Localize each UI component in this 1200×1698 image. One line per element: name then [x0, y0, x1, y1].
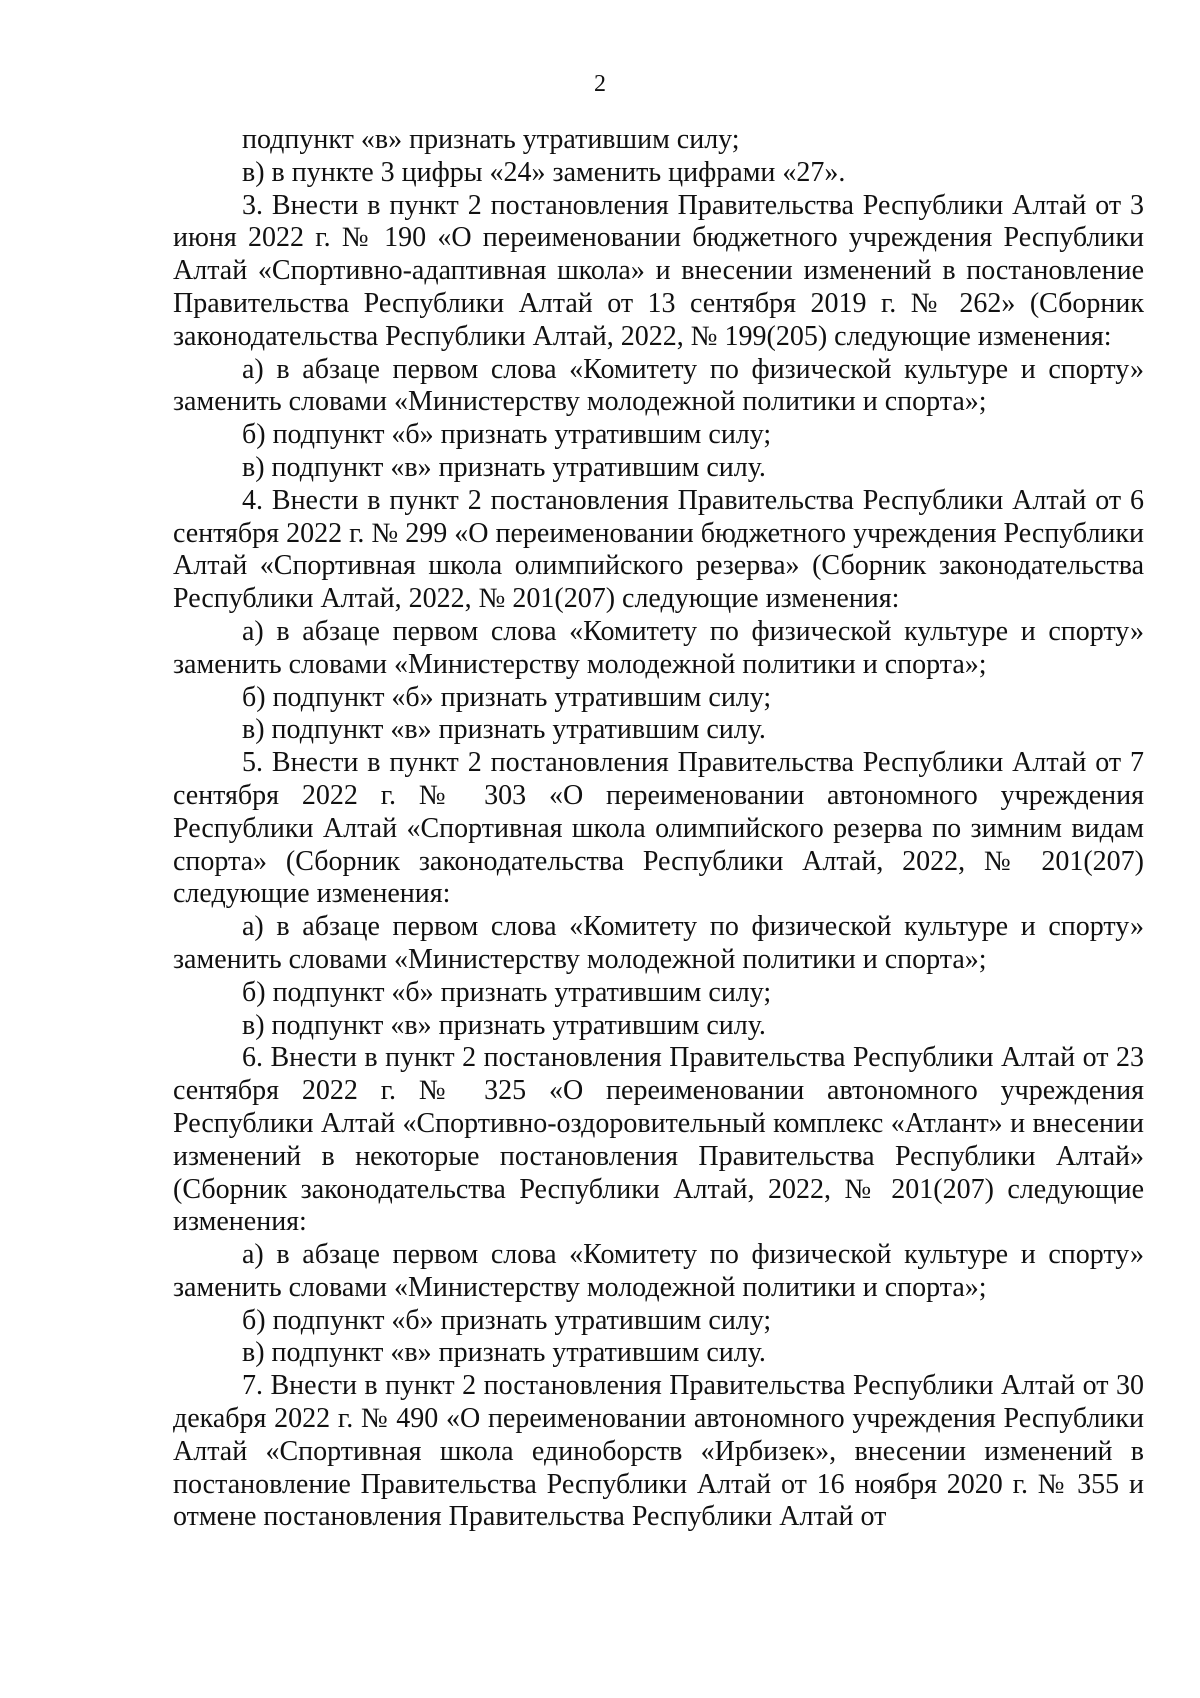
- document-body: [173, 124, 1144, 1534]
- paragraph-section-4-v: в) подпункт «в» признать утратившим силу.: [242, 714, 766, 746]
- paragraph-section-7: 7. Внести в пункт 2 постановления Правительства Республики Алтай от 30 декабря 2022 г. № 490 «О переименовании автономного учреждения Республики Алтай «Спортивная школа единоборств «Ирбизек», внесении изменений в постановление Правительства Республики Алтай от 16 ноября 2020 г. № 355 и отмене постановления Правительства Республики Алтай от: [173, 1370, 1144, 1533]
- paragraph-section-3-v: в) подпункт «в» признать утратившим силу.: [242, 451, 766, 483]
- paragraph-section-5-a: а) в абзаце первом слова «Комитету по физической культуре и спорту» заменить словами «Министерству молодежной политики и спорта»;: [173, 911, 1144, 975]
- paragraph-section-4: 4. Внести в пункт 2 постановления Правительства Республики Алтай от 6 сентября 2022 г. № 299 «О переименовании бюджетного учреждения Республики Алтай «Спортивная школа олимпийского резерва» (Сборник законодательства Республики Алтай, 2022, № 201(207) следующие изменения:: [173, 484, 1144, 615]
- paragraph-section-5-b: б) подпункт «б» признать утратившим силу;: [242, 976, 772, 1008]
- paragraph-section-4-a: а) в абзаце первом слова «Комитету по физической культуре и спорту» заменить словами «Министерству молодежной политики и спорта»;: [173, 615, 1144, 680]
- paragraph-section-4-b: б) подпункт «б» признать утратившим силу;: [242, 681, 772, 713]
- paragraph-continuation: подпункт «в» признать утратившим силу;: [242, 124, 740, 155]
- paragraph-section-6-a: а) в абзаце первом слова «Комитету по физической культуре и спорту» заменить словами «Министерству молодежной политики и спорта»;: [173, 1239, 1144, 1303]
- paragraph-section-6-v: в) подпункт «в» признать утратившим силу.: [242, 1337, 766, 1369]
- paragraph-section-6-b: б) подпункт «б» признать утратившим силу;: [242, 1304, 772, 1336]
- paragraph-section-6: 6. Внести в пункт 2 постановления Правительства Республики Алтай от 23 сентября 2022 г. № 325 «О переименовании автономного учреждения Республики Алтай «Спортивно-оздоровительный комплекс «Атлант» и внесении изменений в некоторые постановления Правительства Республики Алтай» (Сборник законодательства Республики Алтай, 2022, № 201(207) следующие изменения:: [173, 1042, 1144, 1238]
- paragraph-section-5: 5. Внести в пункт 2 постановления Правительства Республики Алтай от 7 сентября 2022 г. № 303 «О переименовании автономного учреждения Республики Алтай «Спортивная школа олимпийского резерва по зимним видам спорта» (Сборник законодательства Республики Алтай, 2022, № 201(207) следующие изменения:: [173, 747, 1144, 910]
- paragraph-item-v: в) в пункте 3 цифры «24» заменить цифрами «27».: [242, 156, 846, 188]
- paragraph-section-5-v: в) подпункт «в» признать утратившим силу.: [242, 1009, 766, 1041]
- paragraph-section-3-a: а) в абзаце первом слова «Комитету по физической культуре и спорту» заменить словами «Министерству молодежной политики и спорта»;: [173, 353, 1144, 418]
- paragraph-section-3: 3. Внести в пункт 2 постановления Правительства Республики Алтай от 3 июня 2022 г. № 190 «О переименовании бюджетного учреждения Республики Алтай «Спортивно-адаптивная школа» и внесении изменений в постановление Правительства Республики Алтай от 13 сентября 2019 г. № 262» (Сборник законодательства Республики Алтай, 2022, № 199(205) следующие изменения:: [173, 189, 1144, 352]
- paragraph-section-3-b: б) подпункт «б» признать утратившим силу;: [242, 419, 772, 451]
- page-number: 2: [594, 71, 606, 97]
